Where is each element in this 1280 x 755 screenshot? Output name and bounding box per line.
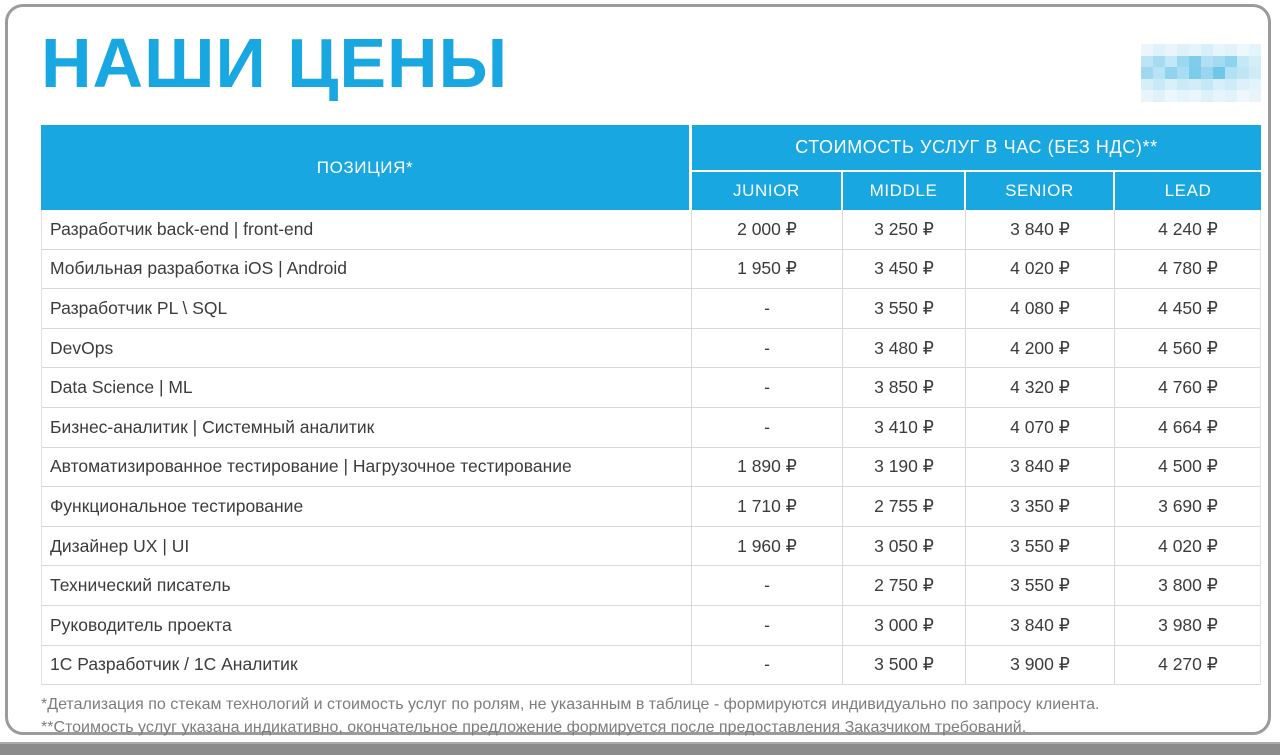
logo-pixel	[1249, 44, 1261, 56]
logo-pixel	[1225, 44, 1237, 56]
price-cell-middle: 2 755 ₽	[843, 487, 966, 526]
position-cell: Автоматизированное тестирование | Нагрузочное тестирование	[42, 448, 692, 487]
table-row	[42, 368, 1260, 408]
price-cell-middle: 3 000 ₽	[843, 606, 966, 645]
price-cell-senior: 3 350 ₽	[966, 487, 1115, 526]
logo-pixel	[1189, 67, 1201, 79]
logo-pixel	[1177, 44, 1189, 56]
logo-pixel	[1153, 67, 1165, 79]
price-cell-lead: 4 020 ₽	[1158, 535, 1218, 556]
price-cell-junior: 1 950 ₽	[692, 250, 843, 289]
logo-pixel	[1237, 56, 1249, 68]
logo-pixel	[1189, 56, 1201, 68]
footnote-2: **Стоимость услуг указана индикативно, окончательное предложение формируется после предоставления Заказчиком требований.	[41, 719, 1027, 736]
price-cell-lead: 4 500 ₽	[1158, 456, 1218, 477]
position-cell: Технический писатель	[42, 566, 692, 605]
logo-pixel	[1153, 90, 1165, 102]
logo-pixel	[1141, 90, 1153, 102]
price-cell-senior: 3 900 ₽	[966, 646, 1115, 685]
price-cell-senior: 4 080 ₽	[966, 289, 1115, 328]
logo-pixel	[1213, 90, 1225, 102]
column-header-price-group: СТОИМОСТЬ УСЛУГ В ЧАС (БЕЗ НДС)**	[692, 125, 1261, 172]
position-cell: Мобильная разработка iOS | Android	[42, 250, 692, 289]
price-cell-middle: 3 480 ₽	[843, 329, 966, 368]
price-cell-lead: 4 780 ₽	[1158, 258, 1218, 279]
table-row	[42, 289, 1260, 329]
price-cell-lead: 4 560 ₽	[1158, 337, 1218, 358]
logo-pixel	[1165, 44, 1177, 56]
table-row	[42, 250, 1260, 290]
logo-pixel	[1177, 90, 1189, 102]
price-cell-middle: 3 190 ₽	[843, 448, 966, 487]
logo-pixel	[1213, 67, 1225, 79]
table-row	[42, 527, 1260, 567]
logo-pixel	[1141, 44, 1153, 56]
logo-pixel	[1237, 79, 1249, 91]
price-cell-senior: 4 320 ₽	[966, 368, 1115, 407]
table-header	[41, 125, 1261, 210]
logo-pixel	[1237, 67, 1249, 79]
logo-pixel	[1141, 56, 1153, 68]
price-cell-junior: -	[692, 329, 843, 368]
price-cell-senior: 3 550 ₽	[966, 566, 1115, 605]
price-cell-middle: 3 450 ₽	[843, 250, 966, 289]
window-bottom-strip	[0, 742, 1280, 755]
logo-pixel	[1249, 56, 1261, 68]
table-row	[42, 646, 1260, 686]
logo-pixel	[1237, 44, 1249, 56]
logo-pixel	[1165, 79, 1177, 91]
position-cell: 1С Разработчик / 1С Аналитик	[42, 646, 692, 685]
column-header-senior: SENIOR	[966, 172, 1115, 210]
price-cell-senior: 3 840 ₽	[966, 210, 1115, 249]
logo-pixel	[1225, 56, 1237, 68]
price-cell-lead: 3 980 ₽	[1158, 614, 1218, 635]
logo-pixel	[1213, 79, 1225, 91]
pricing-table	[41, 125, 1261, 685]
logo-pixel	[1153, 79, 1165, 91]
price-cell-junior: -	[692, 646, 843, 685]
logo-pixel	[1201, 67, 1213, 79]
table-row	[42, 448, 1260, 488]
logo-pixel	[1141, 67, 1153, 79]
price-cell-junior: -	[692, 566, 843, 605]
price-cell-junior: 1 890 ₽	[692, 448, 843, 487]
logo-pixel	[1165, 90, 1177, 102]
price-cell-senior: 3 840 ₽	[966, 448, 1115, 487]
price-cell-junior: 1 960 ₽	[692, 527, 843, 566]
price-cell-senior: 4 020 ₽	[966, 250, 1115, 289]
logo-pixel	[1225, 79, 1237, 91]
table-row	[42, 210, 1260, 250]
price-cell-junior: -	[692, 606, 843, 645]
position-cell: Разработчик back-end | front-end	[42, 210, 692, 249]
logo-pixel	[1177, 56, 1189, 68]
logo-pixel	[1201, 44, 1213, 56]
price-cell-lead: 4 240 ₽	[1158, 218, 1218, 239]
price-cell-lead: 3 690 ₽	[1158, 495, 1218, 516]
price-cell-middle: 3 410 ₽	[843, 408, 966, 447]
price-cell-senior: 4 070 ₽	[966, 408, 1115, 447]
price-cell-junior: -	[692, 408, 843, 447]
position-cell: DevOps	[42, 329, 692, 368]
price-cell-middle: 3 050 ₽	[843, 527, 966, 566]
logo-pixel	[1237, 90, 1249, 102]
footnote-1: *Детализация по стекам технологий и стоимость услуг по ролям, не указанным в таблице - формируются индивидуально по запросу клиента.	[41, 696, 1100, 713]
price-cell-lead: 4 664 ₽	[1158, 416, 1218, 437]
price-cell-middle: 3 550 ₽	[843, 289, 966, 328]
logo-pixel	[1249, 79, 1261, 91]
logo-pixel	[1201, 56, 1213, 68]
logo-pixel	[1177, 79, 1189, 91]
logo-pixel	[1141, 79, 1153, 91]
logo-pixel	[1201, 79, 1213, 91]
position-cell: Функциональное тестирование	[42, 487, 692, 526]
logo-pixel	[1249, 90, 1261, 102]
position-cell: Руководитель проекта	[42, 606, 692, 645]
table-row	[42, 329, 1260, 369]
logo-pixel	[1213, 44, 1225, 56]
column-header-middle: MIDDLE	[843, 172, 966, 210]
table-row	[42, 566, 1260, 606]
column-header-lead: LEAD	[1115, 172, 1261, 210]
table-row	[42, 487, 1260, 527]
price-cell-senior: 3 840 ₽	[966, 606, 1115, 645]
price-cell-lead: 3 800 ₽	[1158, 575, 1218, 596]
logo-pixel	[1249, 67, 1261, 79]
price-cell-junior: 1 710 ₽	[692, 487, 843, 526]
logo-pixel	[1201, 90, 1213, 102]
price-cell-middle: 2 750 ₽	[843, 566, 966, 605]
logo-pixel	[1153, 44, 1165, 56]
price-cell-middle: 3 850 ₽	[843, 368, 966, 407]
price-cell-senior: 3 550 ₽	[966, 527, 1115, 566]
price-cell-lead: 4 760 ₽	[1158, 377, 1218, 398]
table-row	[42, 606, 1260, 646]
logo-pixel	[1225, 90, 1237, 102]
table-body	[41, 210, 1261, 685]
column-header-junior: JUNIOR	[692, 172, 843, 210]
price-cell-junior: 2 000 ₽	[692, 210, 843, 249]
price-cell-senior: 4 200 ₽	[966, 329, 1115, 368]
logo-pixel	[1165, 56, 1177, 68]
column-header-position: ПОЗИЦИЯ*	[41, 125, 692, 210]
position-cell: Data Science | ML	[42, 368, 692, 407]
price-cell-lead: 4 450 ₽	[1158, 297, 1218, 318]
price-cell-middle: 3 250 ₽	[843, 210, 966, 249]
footnotes	[41, 693, 1099, 739]
logo-pixel	[1189, 79, 1201, 91]
logo-pixel	[1189, 90, 1201, 102]
position-cell: Дизайнер UX | UI	[42, 527, 692, 566]
logo-pixel	[1213, 56, 1225, 68]
logo-pixel	[1177, 67, 1189, 79]
blurred-logo	[1141, 44, 1261, 102]
price-cell-middle: 3 500 ₽	[843, 646, 966, 685]
table-row	[42, 408, 1260, 448]
position-cell: Разработчик PL \ SQL	[42, 289, 692, 328]
slide-card	[5, 4, 1271, 735]
logo-pixel	[1189, 44, 1201, 56]
logo-pixel	[1225, 67, 1237, 79]
price-cell-junior: -	[692, 289, 843, 328]
page-title: НАШИ ЦЕНЫ	[41, 24, 509, 102]
position-cell: Бизнес-аналитик | Системный аналитик	[42, 408, 692, 447]
logo-pixel	[1165, 67, 1177, 79]
price-cell-lead: 4 270 ₽	[1158, 654, 1218, 675]
price-cell-junior: -	[692, 368, 843, 407]
logo-pixel	[1153, 56, 1165, 68]
